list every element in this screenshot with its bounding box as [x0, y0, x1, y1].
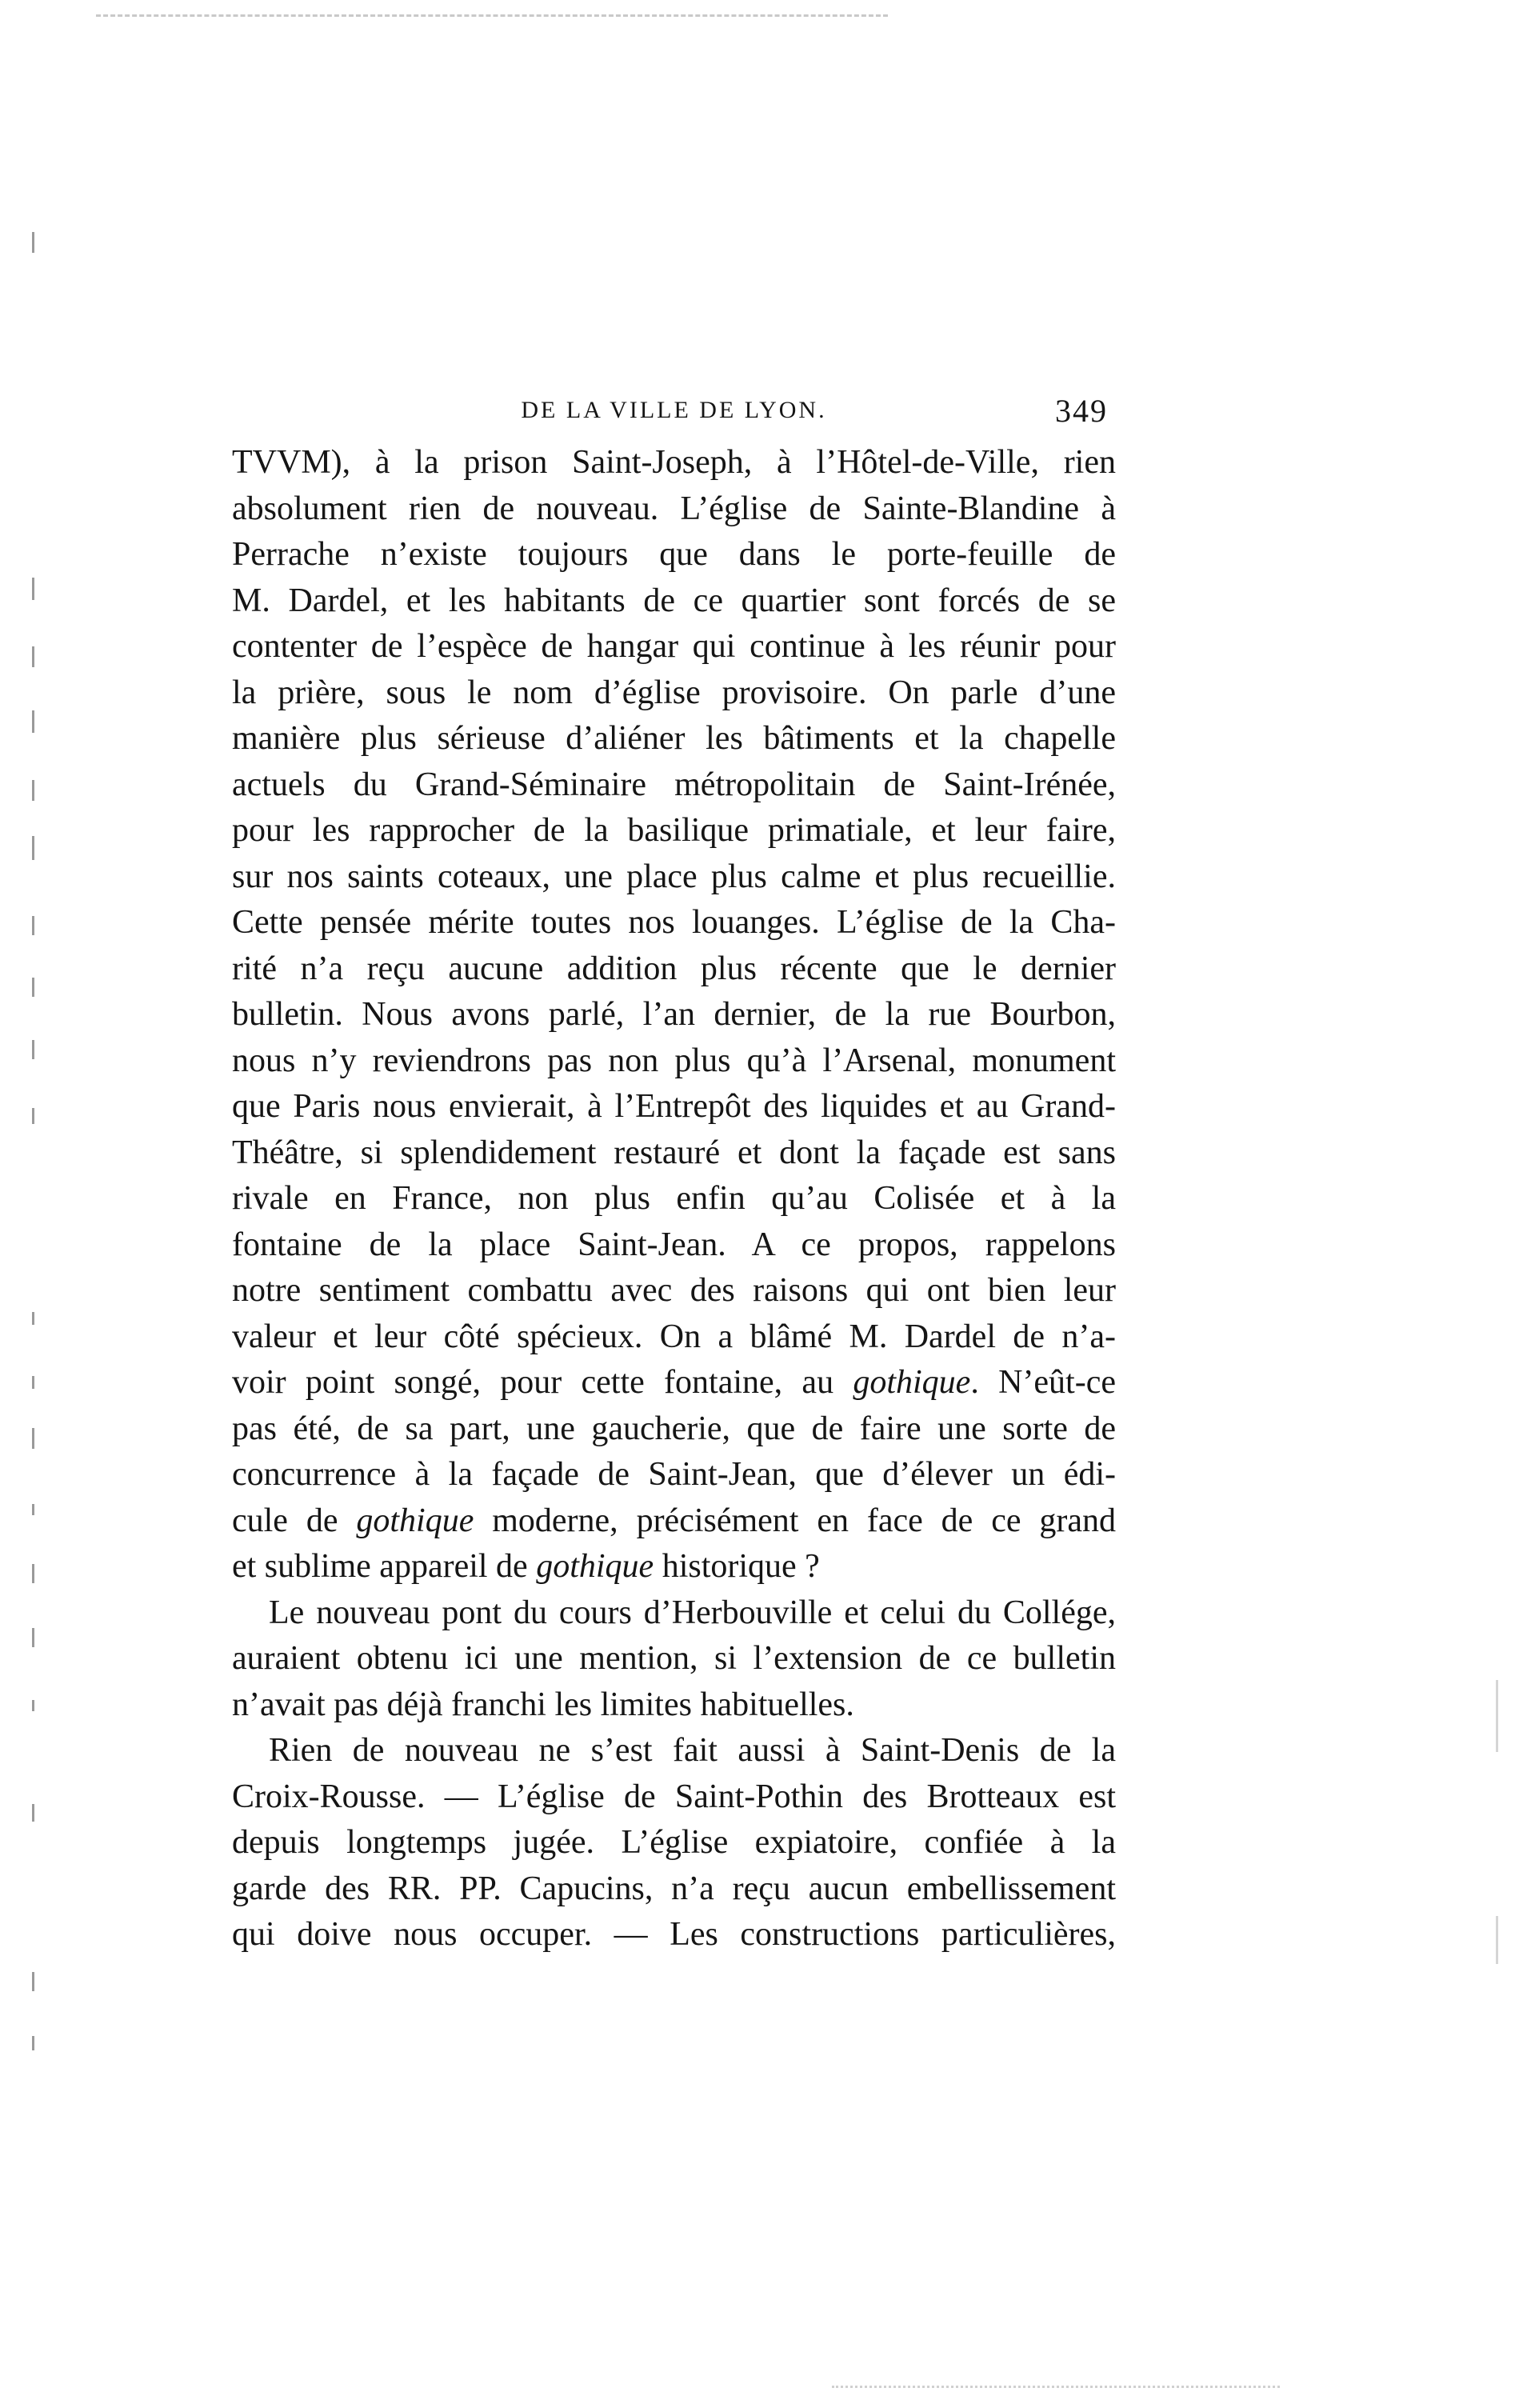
body-text — [232, 440, 1116, 1958]
text-line: absolument rien de nouveau. L’église de Sainte-Blandine à — [232, 490, 1116, 527]
margin-mark — [32, 710, 34, 733]
text-line: Croix-Rousse. — L’église de Saint-Pothin des Brotteaux est — [232, 1778, 1116, 1815]
margin-mark — [32, 1312, 34, 1325]
running-title: DE LA VILLE DE LYON. — [521, 397, 827, 423]
italic-word: gothique — [356, 1502, 474, 1539]
margin-mark — [1496, 1680, 1498, 1752]
text-run: et sublime appareil de — [232, 1548, 537, 1585]
text-line: nous n’y reviendrons pas non plus qu’à l’Arsenal, monument — [232, 1042, 1116, 1079]
text-run: . N’eût-ce — [970, 1364, 1116, 1401]
margin-mark — [32, 1376, 34, 1389]
margin-mark — [32, 1040, 34, 1059]
text-line: la prière, sous le nom d’église provisoire. On parle d’une — [232, 674, 1116, 711]
italic-word: gothique — [853, 1364, 971, 1401]
margin-mark — [32, 578, 34, 600]
text-run: cule de — [232, 1502, 357, 1539]
text-line: bulletin. Nous avons parlé, l’an dernier, de la rue Bourbon, — [232, 996, 1116, 1033]
margin-mark — [32, 916, 34, 935]
text-line: actuels du Grand-Séminaire métropolitain de Saint-Irénée, — [232, 766, 1116, 803]
paragraph-start: Le nouveau pont du cours d’Herbouville et celui du Collége, — [269, 1594, 1116, 1631]
text-line: depuis longtemps jugée. L’église expiatoire, confiée à la — [232, 1824, 1116, 1861]
text-run: moderne, précisément en face de ce grand — [474, 1502, 1116, 1539]
scan-edge-top — [96, 14, 888, 17]
running-header — [232, 393, 1116, 437]
text-line: M. Dardel, et les habitants de ce quartier sont forcés de se — [232, 582, 1116, 619]
text-line: sur nos saints coteaux, une place plus calme et plus recueillie. — [232, 858, 1116, 895]
italic-word: gothique — [536, 1548, 654, 1585]
text-run: historique ? — [654, 1548, 820, 1585]
text-line: pour les rapprocher de la basilique primatiale, et leur faire, — [232, 812, 1116, 849]
margin-mark — [32, 978, 34, 997]
text-line: fontaine de la place Saint-Jean. A ce propos, rappelons — [232, 1226, 1116, 1263]
margin-mark — [32, 1564, 34, 1583]
margin-mark — [32, 1108, 34, 1124]
margin-mark — [32, 2036, 34, 2050]
text-line-italic — [232, 1360, 1116, 1406]
text-line-italic — [232, 1544, 1116, 1590]
margin-mark — [32, 780, 34, 801]
text-line: Cette pensée mérite toutes nos louanges. L’église de la Cha- — [232, 904, 1116, 941]
text-run: voir point songé, pour cette fontaine, au — [232, 1364, 853, 1401]
scan-edge-bottom — [832, 2386, 1280, 2388]
margin-mark — [32, 1972, 34, 1991]
text-line: qui doive nous occuper. — Les constructions particulières, — [232, 1916, 1116, 1953]
text-line: garde des RR. PP. Capucins, n’a reçu aucun embellissement — [232, 1870, 1116, 1907]
text-line: manière plus sérieuse d’aliéner les bâtiments et la chapelle — [232, 720, 1116, 757]
margin-mark — [32, 646, 34, 667]
text-line: rité n’a reçu aucune addition plus récente que le dernier — [232, 950, 1116, 987]
margin-mark — [32, 232, 34, 253]
text-line: contenter de l’espèce de hangar qui continue à les réunir pour — [232, 628, 1116, 665]
margin-mark — [32, 1804, 34, 1822]
margin-mark — [1496, 1916, 1498, 1964]
text-line: pas été, de sa part, une gaucherie, que de faire une sorte de — [232, 1410, 1116, 1447]
page-number: 349 — [1055, 393, 1108, 429]
text-line: notre sentiment combattu avec des raisons qui ont bien leur — [232, 1272, 1116, 1309]
text-line: TVVM), à la prison Saint-Joseph, à l’Hôtel-de-Ville, rien — [232, 444, 1116, 481]
paragraph-start: Rien de nouveau ne s’est fait aussi à Saint-Denis de la — [269, 1732, 1116, 1769]
text-line: n’avait pas déjà franchi les limites habituelles. — [232, 1686, 854, 1723]
margin-mark — [32, 836, 34, 860]
text-line-italic — [232, 1498, 1116, 1545]
text-line: que Paris nous envierait, à l’Entrepôt des liquides et au Grand- — [232, 1088, 1116, 1125]
margin-mark — [32, 1700, 34, 1711]
text-line: rivale en France, non plus enfin qu’au Colisée et à la — [232, 1180, 1116, 1217]
margin-mark — [32, 1428, 34, 1449]
text-line: auraient obtenu ici une mention, si l’extension de ce bulletin — [232, 1640, 1116, 1677]
text-line: Perrache n’existe toujours que dans le porte-feuille de — [232, 536, 1116, 573]
margin-mark — [32, 1628, 34, 1647]
text-line: concurrence à la façade de Saint-Jean, que d’élever un édi- — [232, 1456, 1116, 1493]
margin-mark — [32, 1504, 34, 1515]
text-line: Théâtre, si splendidement restauré et dont la façade est sans — [232, 1134, 1116, 1171]
text-line: valeur et leur côté spécieux. On a blâmé M. Dardel de n’a- — [232, 1318, 1116, 1355]
